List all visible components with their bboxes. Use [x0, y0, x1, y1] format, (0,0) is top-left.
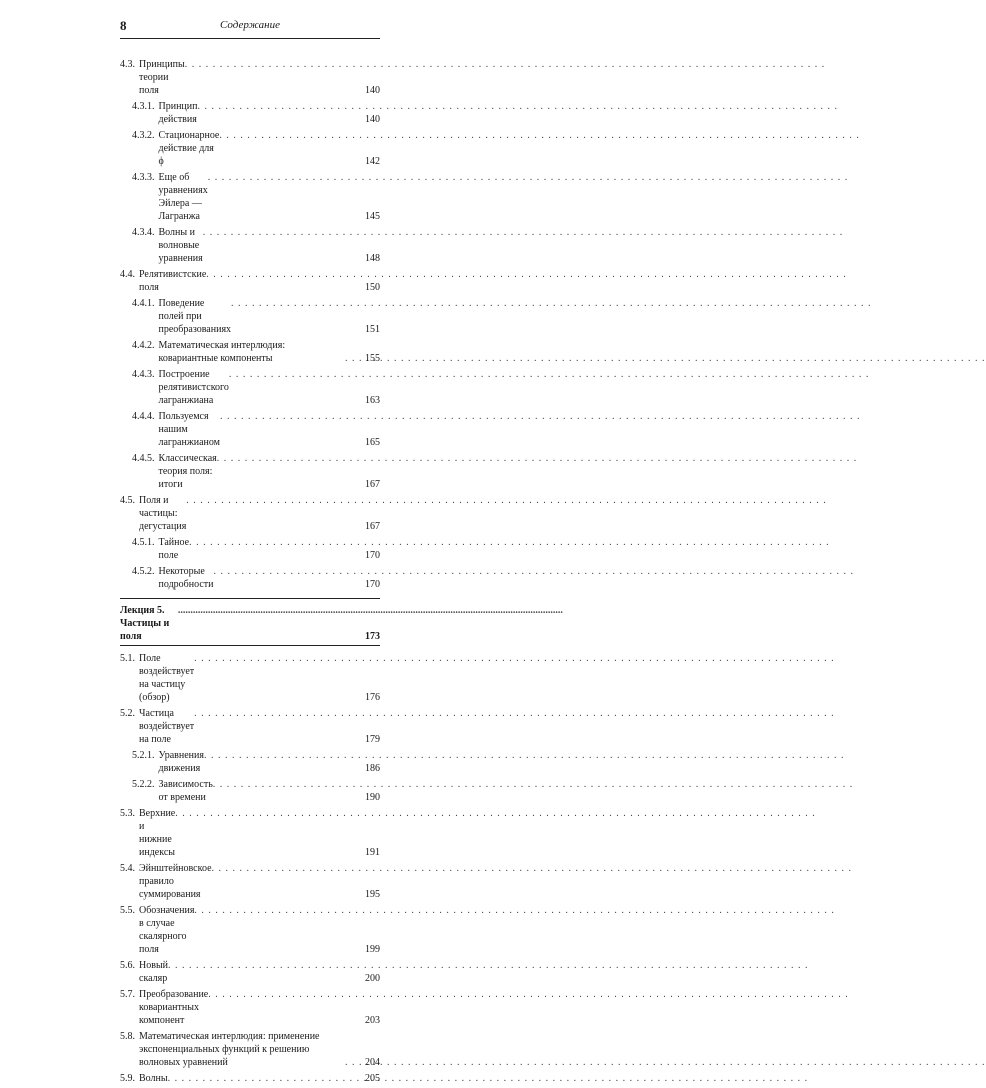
toc-entry-number: 5.7. [120, 989, 135, 1000]
toc-entry-number: 4.3. [120, 59, 135, 70]
toc-entry-number: 4.5.1. [132, 537, 155, 548]
dot-leader [229, 368, 363, 407]
toc-entry[interactable] [120, 652, 380, 704]
toc-entry-number: 4.3.3. [132, 172, 155, 183]
dot-leader [231, 297, 363, 336]
toc-entry-page: 167 [365, 479, 380, 490]
toc-entry-page: 199 [365, 944, 380, 955]
toc-entry[interactable] [120, 536, 380, 562]
toc-entry-title: Стационарное действие для ϕ [158, 130, 220, 167]
lecture-divider-bottom [120, 645, 380, 646]
toc-entry-page: 203 [365, 1015, 380, 1026]
dot-leader [185, 58, 363, 97]
toc-entry-title: Поведение полей при преобразованиях [158, 298, 232, 335]
toc-entry-title: Математическая интерлюдия: применение экспоненциальных функций к решению волновых уравнений [139, 1031, 320, 1068]
toc-entry-page: 148 [365, 253, 380, 264]
toc-entry-title: Верхние и нижние индексы [139, 808, 176, 858]
toc-entry-page: 155 [365, 353, 380, 364]
dot-leader [168, 959, 363, 985]
header-rule [120, 38, 380, 39]
toc-entry[interactable] [120, 565, 380, 591]
dot-leader [212, 862, 363, 901]
toc-entry[interactable] [120, 339, 380, 365]
toc-entry[interactable] [120, 100, 380, 126]
toc-entry-number: 5.2. [120, 708, 135, 719]
toc-entry-page: 151 [365, 324, 380, 335]
toc-entry-number: 4.4.4. [132, 411, 155, 422]
toc-entry[interactable] [120, 452, 380, 491]
toc-entry[interactable] [120, 226, 380, 265]
toc-entry-number: 5.4. [120, 863, 135, 874]
toc-entry-number: 5.5. [120, 905, 135, 916]
toc-entry-number: 4.4. [120, 269, 135, 280]
toc-entry-number: 4.5.2. [132, 566, 155, 577]
toc-section-before [120, 58, 380, 591]
toc-entry-title: Принцип действия [158, 101, 198, 125]
lecture-heading[interactable] [120, 604, 380, 643]
toc-entry-title: Классическая теория поля: итоги [158, 453, 217, 490]
toc-entry-title: Волны и волновые уравнения [158, 227, 203, 264]
toc-entry[interactable] [120, 1030, 380, 1069]
toc-entry[interactable] [120, 862, 380, 901]
toc-entry-number: 4.4.3. [132, 369, 155, 380]
dot-leader [219, 129, 363, 168]
dot-leader [194, 707, 363, 746]
toc-entry-title: Новый скаляр [139, 960, 169, 984]
page-number: 8 [120, 18, 127, 33]
toc-entry-title: Принципы теории поля [139, 59, 185, 96]
dot-leader [217, 452, 363, 491]
toc-entry[interactable] [120, 959, 380, 985]
toc-entry-title: Обозначения в случае скалярного поля [139, 905, 195, 955]
toc-entry-page: 204 [365, 1057, 380, 1068]
dot-leader [220, 410, 363, 449]
toc-entry[interactable] [120, 778, 380, 804]
toc-entry-page: 200 [365, 973, 380, 984]
toc-entry-number: 4.3.2. [132, 130, 155, 141]
dot-leader [345, 1056, 363, 1069]
dot-leader [178, 604, 363, 643]
toc-entry-number: 4.4.1. [132, 298, 155, 309]
toc-entry-title: Построение релятивистского лагранжиана [158, 369, 229, 406]
toc-entry-page: 140 [365, 114, 380, 125]
toc-entry-page: 205 [365, 1073, 380, 1084]
toc-entry[interactable] [120, 988, 380, 1027]
toc-entry-page: 179 [365, 734, 380, 745]
toc-entry-number: 5.2.2. [132, 779, 155, 790]
toc-entry-page: 165 [365, 437, 380, 448]
dot-leader [206, 268, 363, 294]
toc-entry[interactable] [120, 410, 380, 449]
toc-entry-title: Уравнения движения [158, 750, 204, 774]
toc-entry-number: 5.9. [120, 1073, 135, 1084]
toc-entry-title: Преобразование ковариантных компонент [139, 989, 209, 1026]
toc-entry-page: 170 [365, 550, 380, 561]
dot-leader [194, 652, 363, 704]
toc-section-after [120, 652, 380, 1085]
toc-entry-page: 167 [365, 521, 380, 532]
toc-entry-page: 191 [365, 847, 380, 858]
toc-entry-page: 163 [365, 395, 380, 406]
toc-entry-page: 140 [365, 85, 380, 96]
lecture-divider-top [120, 598, 380, 599]
toc-entry-page: 170 [365, 579, 380, 590]
table-of-contents [120, 58, 380, 1088]
dot-leader [214, 565, 364, 591]
toc-entry-number: 5.2.1. [132, 750, 155, 761]
dot-leader [197, 100, 363, 126]
dot-leader [189, 536, 363, 562]
toc-entry-title: Поля и частицы: дегустация [139, 495, 187, 532]
toc-entry-title: Волны [139, 1073, 168, 1084]
toc-entry-page: 190 [365, 792, 380, 803]
toc-entry[interactable] [120, 171, 380, 223]
toc-entry-title: Эйнштейновское правило суммирования [139, 863, 212, 900]
toc-entry[interactable] [120, 904, 380, 956]
toc-entry-title: Релятивистские поля [139, 269, 207, 293]
dot-leader [203, 226, 363, 265]
toc-entry-title: Еще об уравнениях Эйлера — Лагранжа [158, 172, 208, 222]
dot-leader [345, 352, 363, 365]
toc-entry-number: 5.6. [120, 960, 135, 971]
toc-entry[interactable] [120, 494, 380, 533]
dot-leader [208, 171, 363, 223]
toc-entry[interactable] [120, 129, 380, 168]
dot-leader [175, 807, 363, 859]
toc-entry-page: 142 [365, 156, 380, 167]
toc-entry-number: 4.4.2. [132, 340, 155, 351]
toc-entry-page: 176 [365, 692, 380, 703]
toc-entry[interactable] [120, 297, 380, 336]
toc-entry-title: Пользуемся нашим лагранжианом [158, 411, 221, 448]
toc-entry-page: 186 [365, 763, 380, 774]
dot-leader [208, 988, 363, 1027]
toc-entry-title: Тайное поле [158, 537, 190, 561]
toc-entry-number: 4.3.4. [132, 227, 155, 238]
toc-entry-title: Некоторые подробности [158, 566, 214, 590]
dot-leader [194, 904, 363, 956]
running-title: Содержание [219, 19, 280, 31]
toc-entry-title: Частица воздействует на поле [139, 708, 195, 745]
toc-entry-title: Зависимость от времени [158, 779, 213, 803]
lecture-page: 173 [365, 631, 380, 642]
toc-entry-number: 5.1. [120, 653, 135, 664]
dot-leader [168, 1072, 363, 1085]
toc-entry[interactable] [120, 749, 380, 775]
dot-leader [204, 749, 363, 775]
toc-entry-number: 5.8. [120, 1031, 135, 1042]
dot-leader [186, 494, 363, 533]
toc-entry[interactable] [120, 268, 380, 294]
toc-entry-title: Математическая интерлюдия: ковариантные компоненты [158, 340, 286, 364]
toc-entry-page: 150 [365, 282, 380, 293]
toc-entry-number: 4.5. [120, 495, 135, 506]
toc-entry-page: 195 [365, 889, 380, 900]
toc-entry-number: 4.4.5. [132, 453, 155, 464]
toc-entry[interactable] [120, 1072, 380, 1085]
toc-entry-number: 5.3. [120, 808, 135, 819]
toc-entry[interactable] [120, 368, 380, 407]
lecture-title: Лекция 5. Частицы и поля [120, 605, 170, 642]
toc-entry-title: Поле воздействует на частицу (обзор) [139, 653, 195, 703]
toc-entry-page: 145 [365, 211, 380, 222]
toc-entry[interactable] [120, 807, 380, 859]
toc-entry-number: 4.3.1. [132, 101, 155, 112]
toc-entry[interactable] [120, 707, 380, 746]
dot-leader [213, 778, 363, 804]
toc-entry[interactable] [120, 58, 380, 97]
